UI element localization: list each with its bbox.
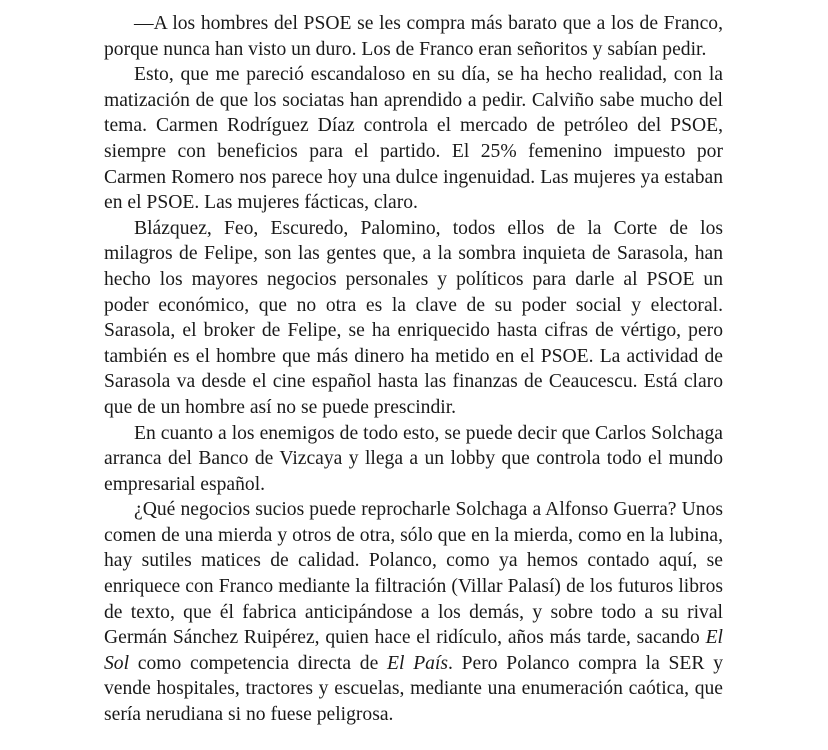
paragraph-text: . Pero Polanco compra la SER y vende hospitales, tractores y escuelas, mediante una enumeración caótica, que sería nerudiana si no fuese peligrosa. xyxy=(104,652,723,726)
paragraph-text: En cuanto a los enemigos de todo esto, se puede decir que Carlos Solchaga arranca del Banco de Vizcaya y llega a un lobby que controla todo el mundo empresarial español. xyxy=(104,422,723,495)
paragraph-1 xyxy=(104,11,723,62)
paragraph-text: ¿Qué negocios sucios puede reprocharle Solchaga a Alfonso Guerra? Unos comen de una mierda y otros de otra, sólo que en la mierda, como en la lubina, hay sutiles matices de calidad. Polanco, como ya hemos contado aquí, se enriquece con Franco mediante la filtración (Villar Palasí) de los futuros libros de texto, que él fabrica anticipándose a los demás, y sobre todo a su rival Germán Sánchez Ruipérez, quien hace el ridículo, años más tarde, sacando xyxy=(104,499,723,649)
paragraph-3 xyxy=(104,216,723,421)
paragraph-text: —A los hombres del PSOE se les compra más barato que a los de Franco, porque nunca han visto un duro. Los de Franco eran señoritos y sabían pedir. xyxy=(104,13,723,60)
paragraph-4 xyxy=(104,421,723,498)
newspaper-title-el-pais: El País xyxy=(387,652,449,674)
paragraph-text: como competencia directa de xyxy=(129,652,388,674)
document-page xyxy=(104,11,723,728)
paragraph-2 xyxy=(104,62,723,216)
paragraph-text: Blázquez, Feo, Escuredo, Palomino, todos ellos de la Corte de los milagros de Felipe, son las gentes que, a la sombra inquieta de Sarasola, han hecho los mayores negocios personales y políticos para darle al PSOE un poder económico, que no otra es la clave de su poder social y electoral. Sarasola, el broker de Felipe, se ha enriquecido hasta cifras de vértigo, pero también es el hombre que más dinero ha metido en el PSOE. La actividad de Sarasola va desde el cine español hasta las finanzas de Ceaucescu. Está claro que de un hombre así no se puede prescindir. xyxy=(104,217,723,418)
paragraph-text: Esto, que me pareció escandaloso en su día, se ha hecho realidad, con la matización de que los sociatas han aprendido a pedir. Calviño sabe mucho del tema. Carmen Rodríguez Díaz controla el mercado de petróleo del PSOE, siempre con beneficios para el partido. El 25% femenino impuesto por Carmen Romero nos parece hoy una dulce ingenuidad. Las mujeres ya estaban en el PSOE. Las mujeres fácticas, claro. xyxy=(104,64,723,214)
paragraph-5 xyxy=(104,497,723,727)
newspaper-title-el-sol: El Sol xyxy=(104,627,723,674)
